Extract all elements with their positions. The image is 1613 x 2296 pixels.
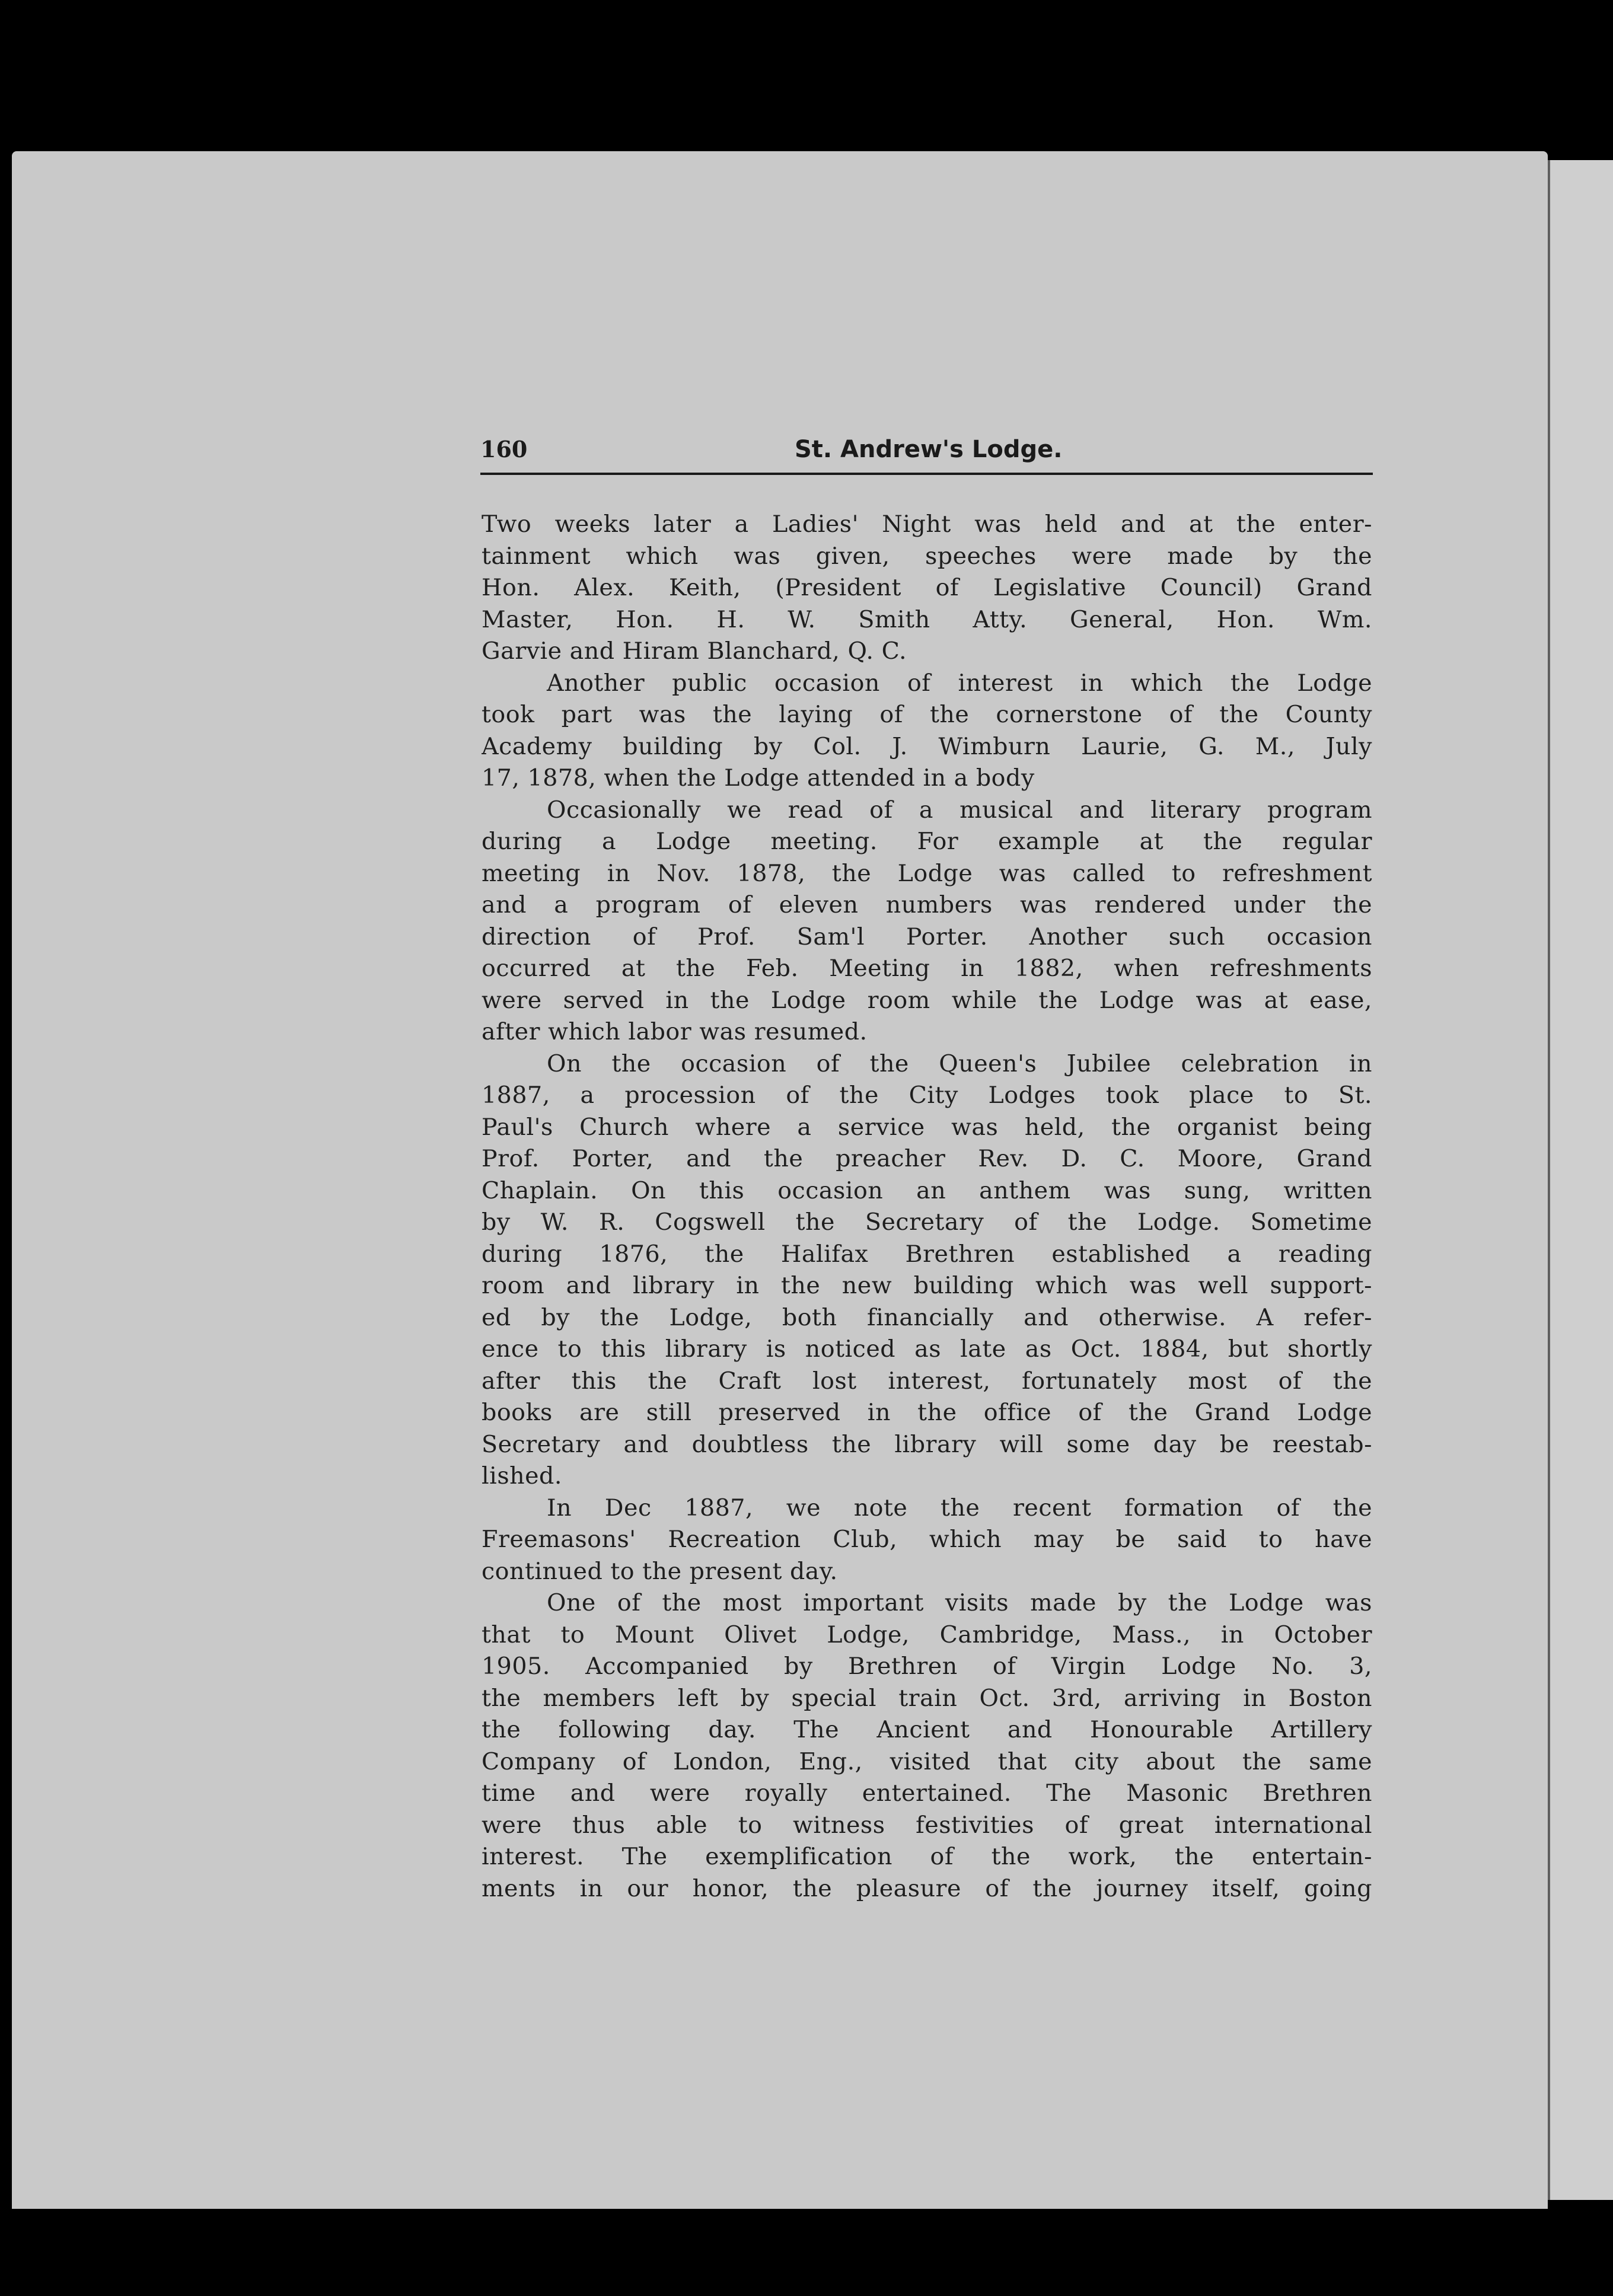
page-header <box>480 436 1373 465</box>
text-line: were served in the Lodge room while the Lodge was at ease, <box>482 986 1372 1014</box>
text-line: interest. The exemplification of the work, the entertain- <box>482 1843 1372 1870</box>
text-line: room and library in the new building which was well support- <box>482 1272 1372 1299</box>
text-line: Paul's Church where a service was held, the organist being <box>482 1113 1372 1141</box>
paragraph <box>482 795 1372 1048</box>
text-line: during a Lodge meeting. For example at the regular <box>482 828 1372 855</box>
text-line: occurred at the Feb. Meeting in 1882, when refreshments <box>482 955 1372 982</box>
text-line: the following day. The Ancient and Honourable Artillery <box>482 1716 1372 1743</box>
text-line: Another public occasion of interest in which the Lodge <box>547 669 1372 697</box>
text-line: Garvie and Hiram Blanchard, Q. C. <box>482 637 907 665</box>
text-line: 1905. Accompanied by Brethren of Virgin Lodge No. 3, <box>482 1653 1372 1680</box>
text-line: ence to this library is noticed as late as Oct. 1884, but shortly <box>482 1335 1372 1363</box>
text-line: Prof. Porter, and the preacher Rev. D. C. Moore, Grand <box>482 1145 1372 1172</box>
text-line: Freemasons' Recreation Club, which may be said to have <box>482 1526 1372 1553</box>
text-line: meeting in Nov. 1878, the Lodge was called to refreshment <box>482 859 1372 887</box>
text-line: ed by the Lodge, both financially and otherwise. A refer- <box>482 1303 1372 1331</box>
text-line: Chaplain. On this occasion an anthem was sung, written <box>482 1176 1372 1204</box>
text-line: the members left by special train Oct. 3rd, arriving in Boston <box>482 1684 1372 1712</box>
text-line: continued to the present day. <box>482 1557 838 1585</box>
text-line: ments in our honor, the pleasure of the journey itself, going <box>482 1874 1372 1902</box>
text-line: after this the Craft lost interest, fortunately most of the <box>482 1367 1372 1395</box>
text-line: Two weeks later a Ladies' Night was held and at the enter- <box>482 511 1372 538</box>
text-line: In Dec 1887, we note the recent formation of the <box>547 1494 1372 1522</box>
text-line: Company of London, Eng., visited that city about the same <box>482 1747 1372 1775</box>
text-line: time and were royally entertained. The Masonic Brethren <box>482 1780 1372 1807</box>
text-line: and a program of eleven numbers was rendered under the <box>482 891 1372 919</box>
text-line: during 1876, the Halifax Brethren established a reading <box>482 1240 1372 1268</box>
text-line: On the occasion of the Queen's Jubilee celebration in <box>547 1050 1372 1077</box>
text-line: One of the most important visits made by the Lodge was <box>547 1589 1372 1616</box>
text-line: lished. <box>482 1462 562 1490</box>
page-number: 160 <box>480 436 528 463</box>
text-line: after which labor was resumed. <box>482 1018 868 1045</box>
paragraph <box>482 668 1372 795</box>
text-line: 1887, a procession of the City Lodges took place to St. <box>482 1082 1372 1109</box>
text-line: Academy building by Col. J. Wimburn Laurie, G. M., July <box>482 732 1372 760</box>
text-line: were thus able to witness festivities of great international <box>482 1811 1372 1839</box>
text-line: direction of Prof. Sam'l Porter. Another such occasion <box>482 923 1372 951</box>
text-line: took part was the laying of the cornerstone of the County <box>482 701 1372 728</box>
body-text <box>482 509 1372 1905</box>
text-line: Hon. Alex. Keith, (President of Legislative Council) Grand <box>482 574 1372 601</box>
paragraph <box>482 1048 1372 1493</box>
text-line: books are still preserved in the office of the Grand Lodge <box>482 1399 1372 1426</box>
text-line: tainment which was given, speeches were made by the <box>482 542 1372 570</box>
running-head: St. Andrew's Lodge. <box>795 436 1063 463</box>
text-line: 17, 1878, when the Lodge attended in a body <box>482 764 1035 792</box>
text-line: Master, Hon. H. W. Smith Atty. General, Hon. Wm. <box>482 605 1372 633</box>
text-line: Secretary and doubtless the library will some day be reestab- <box>482 1430 1372 1458</box>
text-line: by W. R. Cogswell the Secretary of the Lodge. Sometime <box>482 1208 1372 1236</box>
paragraph <box>482 509 1372 668</box>
text-line: Occasionally we read of a musical and literary program <box>547 796 1372 824</box>
text-line: that to Mount Olivet Lodge, Cambridge, Mass., in October <box>482 1621 1372 1648</box>
paragraph <box>482 1587 1372 1905</box>
paragraph <box>482 1493 1372 1588</box>
header-rule <box>480 473 1373 475</box>
